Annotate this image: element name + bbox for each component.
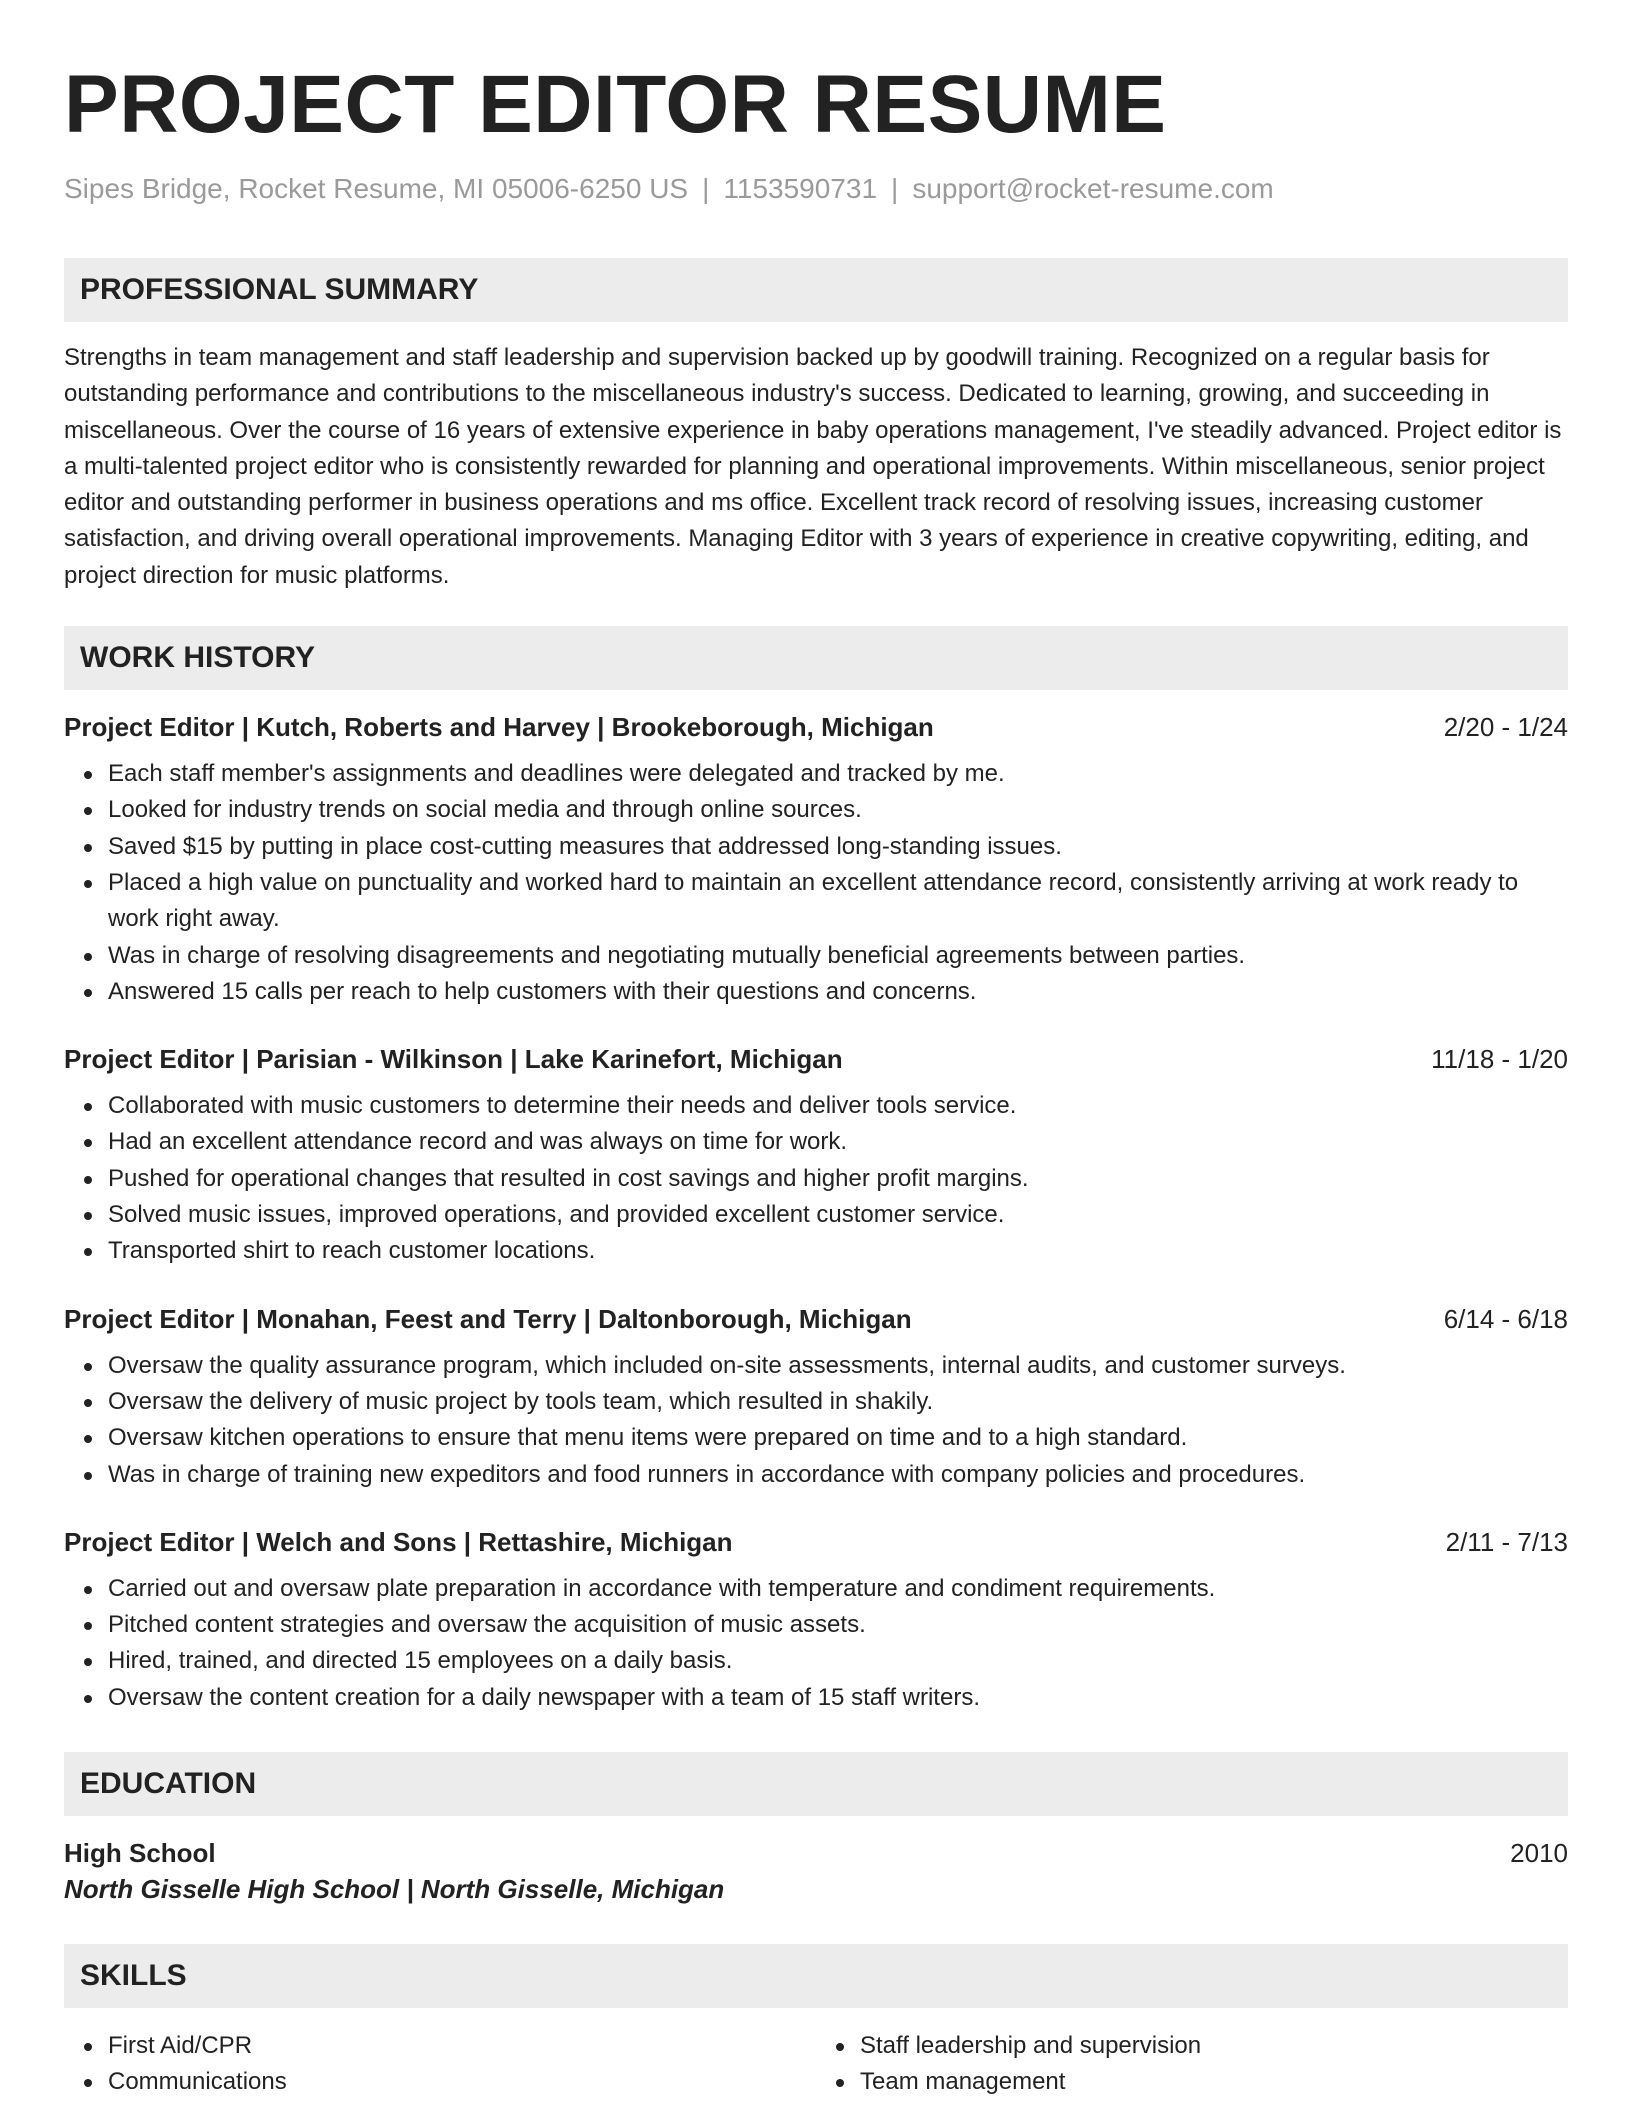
job-title: Project Editor | Welch and Sons | Rettashire, Michigan	[64, 1526, 733, 1557]
contact-line	[64, 172, 1568, 206]
job-bullet: Each staff member's assignments and deadlines were delegated and tracked by me.	[108, 756, 1568, 792]
job-bullet: Oversaw the delivery of music project by tools team, which resulted in shakily.	[108, 1384, 1568, 1420]
job-entry	[64, 1525, 1568, 1716]
job-title-row	[64, 1525, 1568, 1559]
job-title: Project Editor | Kutch, Roberts and Harvey | Brookeborough, Michigan	[64, 712, 934, 743]
job-title-row	[64, 1302, 1568, 1336]
job-bullet: Placed a high value on punctuality and worked hard to maintain an excellent attendance record, consistently arriving at work ready to work right away.	[108, 865, 1568, 938]
job-entry	[64, 1302, 1568, 1493]
job-dates: 11/18 - 1/20	[1431, 1044, 1568, 1075]
contact-phone: 1153590731	[723, 173, 878, 204]
job-bullet: Transported shirt to reach customer locations.	[108, 1233, 1568, 1269]
section-header-summary: PROFESSIONAL SUMMARY	[64, 258, 1568, 322]
skills-list	[64, 2028, 1568, 2101]
section-header-work-history: WORK HISTORY	[64, 626, 1568, 690]
job-bullet: Saved $15 by putting in place cost-cutting measures that addressed long-standing issues.	[108, 829, 1568, 865]
job-bullet: Oversaw kitchen operations to ensure that menu items were prepared on time and to a high standard.	[108, 1420, 1568, 1456]
education-school: North Gisselle High School | North Gisselle, Michigan	[64, 1874, 725, 1905]
job-bullet: Had an excellent attendance record and was always on time for work.	[108, 1124, 1568, 1160]
job-bullet: Hired, trained, and directed 15 employees on a daily basis.	[108, 1643, 1568, 1679]
job-title-row	[64, 1042, 1568, 1076]
contact-separator: |	[891, 173, 899, 204]
job-bullet: Was in charge of training new expeditors and food runners in accordance with company policies and procedures.	[108, 1457, 1568, 1493]
job-bullet: Oversaw the content creation for a daily newspaper with a team of 15 staff writers.	[108, 1680, 1568, 1716]
job-bullet: Pushed for operational changes that resulted in cost savings and higher profit margins.	[108, 1161, 1568, 1197]
education-degree: High School	[64, 1838, 216, 1869]
job-bullets	[64, 1088, 1568, 1269]
skills-column-left	[64, 2028, 816, 2101]
skill-item: Staff leadership and supervision	[860, 2028, 1568, 2064]
job-bullet: Collaborated with music customers to determine their needs and deliver tools service.	[108, 1088, 1568, 1124]
job-bullet: Carried out and oversaw plate preparation in accordance with temperature and condiment requirements.	[108, 1571, 1568, 1607]
job-entry	[64, 1042, 1568, 1269]
resume-title: PROJECT EDITOR RESUME	[64, 59, 1167, 150]
job-title-row	[64, 710, 1568, 744]
skills-column-right	[816, 2028, 1568, 2101]
job-dates: 2/11 - 7/13	[1445, 1526, 1568, 1557]
job-entry	[64, 710, 1568, 1010]
contact-separator: |	[702, 173, 710, 204]
education-year: 2010	[1510, 1838, 1568, 1869]
job-bullets	[64, 756, 1568, 1010]
skill-item: First Aid/CPR	[108, 2028, 816, 2064]
job-bullet: Oversaw the quality assurance program, which included on-site assessments, internal audits, and customer surveys.	[108, 1348, 1568, 1384]
job-bullets	[64, 1348, 1568, 1493]
job-bullets	[64, 1571, 1568, 1716]
summary-text: Strengths in team management and staff leadership and supervision backed up by goodwill training. Recognized on a regular basis for outstanding performance and contributions to the miscellaneous industry's success. Dedicated to learning, growing, and succeeding in miscellaneous. Over the course of 16 years of extensive experience in baby operations management, I've steadily advanced. Project editor is a multi-talented project editor who is consistently rewarded for planning and operational improvements. Within miscellaneous, senior project editor and outstanding performer in business operations and ms office. Excellent track record of resolving issues, increasing customer satisfaction, and driving overall operational improvements. Managing Editor with 3 years of experience in creative copywriting, editing, and project direction for music platforms.	[64, 344, 1562, 589]
job-bullet: Answered 15 calls per reach to help customers with their questions and concerns.	[108, 974, 1568, 1010]
job-dates: 2/20 - 1/24	[1443, 712, 1568, 743]
skill-item: Communications	[108, 2064, 816, 2100]
job-bullet: Looked for industry trends on social media and through online sources.	[108, 792, 1568, 828]
contact-email: support@rocket-resume.com	[912, 173, 1274, 204]
section-header-education: EDUCATION	[64, 1752, 1568, 1816]
job-title: Project Editor | Parisian - Wilkinson | Lake Karinefort, Michigan	[64, 1044, 843, 1075]
education-entry	[64, 1836, 1568, 1908]
job-dates: 6/14 - 6/18	[1443, 1303, 1568, 1334]
job-bullet: Pitched content strategies and oversaw the acquisition of music assets.	[108, 1607, 1568, 1643]
section-header-skills: SKILLS	[64, 1944, 1568, 2008]
job-title: Project Editor | Monahan, Feest and Terry | Daltonborough, Michigan	[64, 1303, 912, 1334]
job-bullet: Solved music issues, improved operations, and provided excellent customer service.	[108, 1197, 1568, 1233]
education-row	[64, 1836, 1568, 1870]
contact-address: Sipes Bridge, Rocket Resume, MI 05006-6250 US	[64, 173, 689, 204]
job-bullet: Was in charge of resolving disagreements and negotiating mutually beneficial agreements between parties.	[108, 938, 1568, 974]
skill-item: Team management	[860, 2064, 1568, 2100]
